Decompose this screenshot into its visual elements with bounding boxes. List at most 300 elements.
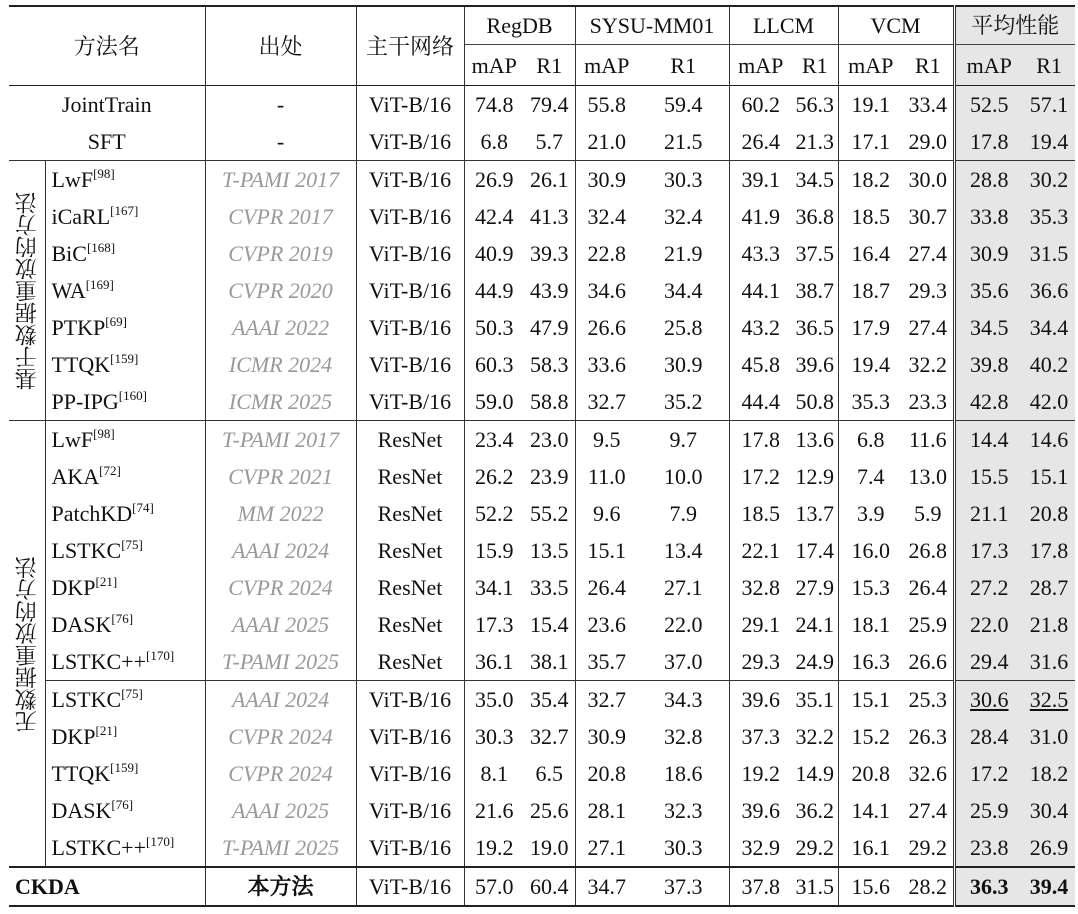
source-venue: CVPR 2024: [205, 569, 356, 606]
table-row: [9, 421, 1075, 459]
value-cell: 18.5: [851, 204, 891, 229]
value-cell: 21.5: [638, 123, 729, 161]
value-cell: 9.6: [593, 501, 621, 526]
value-cell: 30.3: [475, 724, 514, 749]
header-metric-map: mAP: [838, 45, 903, 86]
value-cell: 23.6: [587, 612, 627, 637]
citation-ref: [159]: [110, 760, 139, 775]
value-cell: 29.1: [741, 612, 781, 637]
backbone: ResNet: [356, 606, 464, 643]
value-cell: 16.1: [851, 835, 891, 860]
value-cell: 60.3: [475, 352, 514, 377]
value-cell: 17.4: [792, 532, 838, 569]
source-venue: AAAI 2025: [205, 606, 356, 643]
value-cell: 35.4: [524, 681, 575, 719]
table-row: [9, 681, 1075, 719]
value-cell: 57.1: [1023, 86, 1075, 124]
value-cell: 19.4: [1023, 123, 1075, 161]
citation-ref: [159]: [110, 351, 139, 366]
citation-ref: [74]: [132, 500, 154, 515]
header-dataset-regdb: RegDB: [464, 6, 575, 45]
value-cell: 43.9: [524, 272, 575, 309]
value-cell: 25.9: [954, 792, 1023, 829]
value-cell: 25.3: [903, 681, 954, 719]
value-cell: 43.2: [741, 315, 781, 340]
value-cell: 13.7: [792, 495, 838, 532]
source-venue: T-PAMI 2025: [205, 829, 356, 867]
value-cell: 35.7: [587, 649, 627, 674]
value-cell: 32.4: [638, 198, 729, 235]
value-cell: 6.5: [524, 755, 575, 792]
value-cell: 22.0: [954, 606, 1023, 643]
value-cell: 10.0: [638, 458, 729, 495]
value-cell: 32.2: [792, 718, 838, 755]
value-cell: 26.3: [908, 724, 948, 749]
value-cell: 21.8: [1023, 606, 1075, 643]
value-cell: 11.0: [587, 464, 626, 489]
value-cell: 30.6: [954, 681, 1023, 719]
header-metric-map: mAP: [729, 45, 792, 86]
method-name: [45, 161, 205, 199]
value-cell: 28.2: [903, 867, 954, 906]
value-cell: 32.2: [908, 352, 948, 377]
value-cell: 30.3: [638, 829, 729, 867]
value-cell: 18.2: [838, 161, 903, 199]
citation-ref: [167]: [110, 203, 139, 218]
value-cell: 20.8: [587, 761, 627, 786]
value-cell: 34.7: [575, 867, 638, 906]
citation-ref: [170]: [146, 834, 175, 849]
value-cell: 12.9: [792, 458, 838, 495]
method-name: [45, 458, 205, 495]
value-cell: 37.5: [792, 235, 838, 272]
value-cell: 30.9: [575, 161, 638, 199]
value-cell: 32.4: [587, 204, 627, 229]
method-label: LSTKC++: [51, 835, 146, 860]
value-cell: 45.8: [741, 352, 781, 377]
value-cell: 17.9: [851, 315, 891, 340]
value-cell: 31.6: [1023, 643, 1075, 681]
value-cell: 31.5: [1023, 235, 1075, 272]
header-method: 方法名: [9, 6, 205, 86]
source-venue: T-PAMI 2017: [205, 161, 356, 199]
value-cell: 17.8: [729, 421, 792, 459]
value-cell: 7.4: [857, 464, 885, 489]
method-label: DKP: [51, 575, 96, 600]
value-cell: 26.1: [524, 161, 575, 199]
backbone: ResNet: [356, 569, 464, 606]
value-cell: 26.4: [908, 575, 948, 600]
method-name: [45, 718, 205, 755]
value-cell: 23.4: [464, 421, 524, 459]
method-name: [45, 569, 205, 606]
value-cell: 37.0: [638, 643, 729, 681]
header-source: 出处: [205, 6, 356, 86]
backbone: ViT-B/16: [356, 867, 464, 906]
header-metric-map: mAP: [464, 45, 524, 86]
method-label: PatchKD: [51, 501, 133, 526]
method-label: LwF: [51, 167, 94, 192]
table-row-ours: [9, 867, 1075, 906]
source-venue: AAAI 2024: [205, 681, 356, 719]
backbone: ViT-B/16: [356, 235, 464, 272]
value-cell: 50.3: [475, 315, 514, 340]
backbone: ViT-B/16: [356, 272, 464, 309]
backbone: ViT-B/16: [356, 198, 464, 235]
method-name: [45, 606, 205, 643]
method-name: [45, 421, 205, 459]
value-cell: 19.4: [851, 352, 891, 377]
value-cell: 21.6: [475, 798, 514, 823]
citation-ref: [21]: [95, 574, 118, 589]
value-cell: 39.1: [729, 161, 792, 199]
value-cell: 18.1: [851, 612, 891, 637]
value-cell: 14.6: [1023, 421, 1075, 459]
value-cell: 13.5: [524, 532, 575, 569]
source-venue: MM 2022: [205, 495, 356, 532]
value-cell: 35.3: [851, 389, 891, 414]
value-cell: 6.8: [838, 421, 903, 459]
value-cell: 34.4: [1023, 309, 1075, 346]
table-row: [9, 458, 1075, 495]
value-cell: 60.2: [741, 92, 781, 117]
value-cell: 34.4: [638, 272, 729, 309]
value-cell: 27.9: [792, 569, 838, 606]
value-cell: 28.8: [954, 161, 1023, 199]
citation-ref: [168]: [86, 240, 116, 255]
value-cell: 5.7: [524, 123, 575, 161]
value-cell: 22.0: [638, 606, 729, 643]
value-cell: 19.1: [851, 92, 891, 117]
value-cell: 23.3: [908, 389, 948, 414]
method-label: BiC: [51, 241, 87, 266]
value-cell: 26.6: [587, 315, 627, 340]
value-cell: 26.9: [1023, 829, 1075, 867]
header-metric-map: mAP: [575, 45, 638, 86]
value-cell: 15.3: [851, 575, 891, 600]
value-cell: 29.3: [741, 649, 781, 674]
source-venue: ICMR 2025: [205, 383, 356, 421]
header-metric-r1: R1: [903, 45, 954, 86]
group-label-replay-free: 无数据重放的方法: [9, 421, 45, 868]
table-row: [9, 532, 1075, 569]
value-cell: 36.6: [1023, 272, 1075, 309]
value-cell: 25.8: [638, 309, 729, 346]
citation-ref: [98]: [93, 426, 115, 441]
method-label: DASK: [51, 612, 112, 637]
method-label: WA: [51, 278, 86, 303]
value-cell: 23.9: [524, 458, 575, 495]
value-cell: 23.8: [954, 829, 1023, 867]
value-cell: 42.0: [1023, 383, 1075, 421]
value-cell: 9.5: [575, 421, 638, 459]
header-backbone: 主干网络: [356, 6, 464, 86]
method-label: LSTKC++: [51, 649, 146, 674]
backbone: ViT-B/16: [356, 161, 464, 199]
value-cell: 47.9: [524, 309, 575, 346]
value-cell: 59.4: [638, 86, 729, 124]
value-cell: 52.2: [475, 501, 514, 526]
method-label: LSTKC: [51, 538, 122, 563]
value-cell: 30.3: [638, 161, 729, 199]
value-cell: 34.1: [475, 575, 514, 600]
method-name: [9, 86, 205, 124]
value-cell: 35.2: [638, 383, 729, 421]
value-cell: 18.7: [851, 278, 891, 303]
value-cell: 33.6: [587, 352, 627, 377]
value-cell: 39.6: [792, 346, 838, 383]
table-body: [9, 86, 1075, 907]
value-cell: 32.6: [908, 761, 948, 786]
value-cell: 31.0: [1023, 718, 1075, 755]
value-cell: 29.4: [954, 643, 1023, 681]
method-name: CKDA: [9, 867, 205, 906]
value-cell: 37.8: [729, 867, 792, 906]
table-row: [9, 86, 1075, 124]
citation-ref: [69]: [105, 314, 127, 329]
value-cell: 35.3: [1023, 198, 1075, 235]
value-cell: 26.6: [908, 649, 948, 674]
value-cell: 36.8: [792, 198, 838, 235]
method-name: [45, 198, 205, 235]
value-cell: 32.5: [1023, 681, 1075, 719]
value-cell: 27.1: [638, 569, 729, 606]
backbone: ResNet: [356, 495, 464, 532]
value-cell: 39.8: [954, 346, 1023, 383]
source-venue: CVPR 2021: [205, 458, 356, 495]
source-venue: AAAI 2022: [205, 309, 356, 346]
method-name: [45, 383, 205, 421]
method-name: [45, 829, 205, 867]
value-cell: 15.1: [838, 681, 903, 719]
value-cell: 24.9: [792, 643, 838, 681]
method-name: [45, 681, 205, 719]
value-cell: 13.0: [908, 464, 948, 489]
value-cell: 30.9: [587, 724, 627, 749]
value-cell: 25.6: [524, 792, 575, 829]
value-cell: 29.2: [792, 829, 838, 867]
backbone: ResNet: [356, 643, 464, 681]
method-label: AKA: [51, 464, 100, 489]
value-cell: 30.0: [903, 161, 954, 199]
backbone: ViT-B/16: [356, 755, 464, 792]
citation-ref: [169]: [85, 277, 114, 292]
value-cell: 16.3: [851, 649, 891, 674]
method-label: PP-IPG: [51, 389, 119, 414]
header-dataset-sysu: SYSU-MM01: [575, 6, 729, 45]
value-cell: 38.1: [524, 643, 575, 681]
value-cell: 39.3: [524, 235, 575, 272]
value-cell: 43.3: [741, 241, 781, 266]
value-cell: 7.9: [638, 495, 729, 532]
value-cell: 28.1: [587, 798, 627, 823]
backbone: ViT-B/16: [356, 681, 464, 719]
method-label: LSTKC: [51, 687, 122, 712]
backbone: ViT-B/16: [356, 792, 464, 829]
header-dataset-llcm: LLCM: [729, 6, 838, 45]
value-cell: 52.5: [954, 86, 1023, 124]
method-label: DKP: [51, 724, 96, 749]
value-cell: 17.3: [475, 612, 514, 637]
value-cell: 30.9: [638, 346, 729, 383]
value-cell: 17.2: [954, 755, 1023, 792]
method-name: [45, 235, 205, 272]
value-cell: 39.6: [741, 798, 781, 823]
value-cell: 3.9: [857, 501, 885, 526]
value-cell: 14.9: [792, 755, 838, 792]
method-label: DASK: [51, 798, 112, 823]
table-row: [9, 383, 1075, 421]
value-cell: 27.1: [587, 835, 627, 860]
method-label: SFT: [87, 129, 126, 154]
value-cell: 21.1: [954, 495, 1023, 532]
value-cell: 9.7: [638, 421, 729, 459]
value-cell: 19.2: [741, 761, 781, 786]
method-label: TTQK: [51, 352, 111, 377]
table-row: [9, 272, 1075, 309]
method-label: PTKP: [51, 315, 106, 340]
value-cell: 33.4: [908, 92, 948, 117]
value-cell: 33.5: [524, 569, 575, 606]
method-name: [9, 123, 205, 161]
value-cell: 28.4: [954, 718, 1023, 755]
value-cell: 22.1: [741, 538, 781, 563]
citation-ref: [98]: [93, 166, 115, 181]
header-metric-r1: R1: [1023, 45, 1075, 86]
value-cell: 18.5: [741, 501, 781, 526]
backbone: ResNet: [356, 458, 464, 495]
table-row: [9, 569, 1075, 606]
method-name: [45, 495, 205, 532]
backbone: ViT-B/16: [356, 309, 464, 346]
value-cell: 15.1: [587, 538, 627, 563]
value-cell: 20.8: [851, 761, 891, 786]
source-venue: 本方法: [205, 867, 356, 906]
value-cell: 26.9: [464, 161, 524, 199]
value-cell: 14.4: [954, 421, 1023, 459]
value-cell: 23.0: [524, 421, 575, 459]
value-cell: 15.5: [954, 458, 1023, 495]
value-cell: 44.9: [475, 278, 514, 303]
value-cell: 21.0: [587, 129, 627, 154]
group-label-replay: 基于数据重放的方法: [9, 161, 45, 421]
value-cell: 30.7: [908, 204, 948, 229]
table-row: [9, 346, 1075, 383]
citation-ref: [170]: [146, 648, 175, 663]
value-cell: 22.8: [587, 241, 627, 266]
header-metric-r1: R1: [792, 45, 838, 86]
value-cell: 41.3: [524, 198, 575, 235]
value-cell: 34.3: [638, 681, 729, 719]
source-venue: -: [205, 123, 356, 161]
value-cell: 36.2: [792, 792, 838, 829]
value-cell: 24.1: [792, 606, 838, 643]
results-table: [9, 5, 1075, 907]
backbone: ViT-B/16: [356, 346, 464, 383]
value-cell: 34.5: [954, 309, 1023, 346]
table-row: [9, 161, 1075, 199]
value-cell: 34.6: [587, 278, 627, 303]
source-venue: T-PAMI 2017: [205, 421, 356, 459]
value-cell: 30.2: [1023, 161, 1075, 199]
value-cell: 35.6: [954, 272, 1023, 309]
value-cell: 18.6: [638, 755, 729, 792]
table-row: [9, 495, 1075, 532]
source-venue: AAAI 2025: [205, 792, 356, 829]
method-label: TTQK: [51, 761, 111, 786]
value-cell: 35.0: [464, 681, 524, 719]
value-cell: 29.3: [908, 278, 948, 303]
value-cell: 39.4: [1023, 867, 1075, 906]
method-name: [45, 532, 205, 569]
source-venue: CVPR 2024: [205, 755, 356, 792]
value-cell: 36.1: [475, 649, 514, 674]
value-cell: 58.3: [524, 346, 575, 383]
value-cell: 15.4: [524, 606, 575, 643]
table-row: [9, 829, 1075, 867]
citation-ref: [75]: [121, 537, 143, 552]
citation-ref: [76]: [111, 611, 134, 626]
source-venue: ICMR 2024: [205, 346, 356, 383]
value-cell: 58.8: [524, 383, 575, 421]
backbone: ViT-B/16: [356, 829, 464, 867]
value-cell: 44.1: [741, 278, 781, 303]
value-cell: 38.7: [792, 272, 838, 309]
value-cell: 19.2: [475, 835, 514, 860]
header-row-datasets: [9, 6, 1075, 45]
header-average: 平均性能: [954, 6, 1075, 45]
value-cell: 26.2: [475, 464, 514, 489]
value-cell: 26.4: [741, 129, 781, 154]
table-row: [9, 235, 1075, 272]
value-cell: 26.4: [587, 575, 627, 600]
value-cell: 8.1: [480, 761, 509, 786]
value-cell: 55.2: [524, 495, 575, 532]
value-cell: 27.4: [908, 241, 948, 266]
value-cell: 17.1: [851, 129, 891, 154]
value-cell: 60.4: [524, 867, 575, 906]
value-cell: 5.9: [914, 501, 942, 526]
citation-ref: [76]: [111, 797, 134, 812]
value-cell: 13.6: [792, 421, 838, 459]
value-cell: 32.7: [587, 389, 627, 414]
value-cell: 17.8: [954, 123, 1023, 161]
value-cell: 36.3: [954, 867, 1023, 906]
table-row: [9, 309, 1075, 346]
value-cell: 31.5: [792, 867, 838, 906]
value-cell: 32.8: [638, 718, 729, 755]
header-metric-r1: R1: [638, 45, 729, 86]
header-metric-map: mAP: [954, 45, 1023, 86]
citation-ref: [160]: [118, 388, 147, 403]
value-cell: 32.7: [524, 718, 575, 755]
value-cell: 16.0: [851, 538, 891, 563]
value-cell: 44.4: [741, 389, 781, 414]
backbone: ViT-B/16: [356, 123, 464, 161]
method-name: [45, 309, 205, 346]
method-label: JointTrain: [61, 92, 152, 117]
table-row: [9, 755, 1075, 792]
table-row: [9, 606, 1075, 643]
source-venue: AAAI 2024: [205, 532, 356, 569]
backbone: ResNet: [356, 421, 464, 459]
value-cell: 29.0: [908, 129, 948, 154]
value-cell: 50.8: [792, 383, 838, 421]
method-name: [45, 346, 205, 383]
source-venue: CVPR 2019: [205, 235, 356, 272]
value-cell: 28.7: [1023, 569, 1075, 606]
value-cell: 15.1: [1023, 458, 1075, 495]
